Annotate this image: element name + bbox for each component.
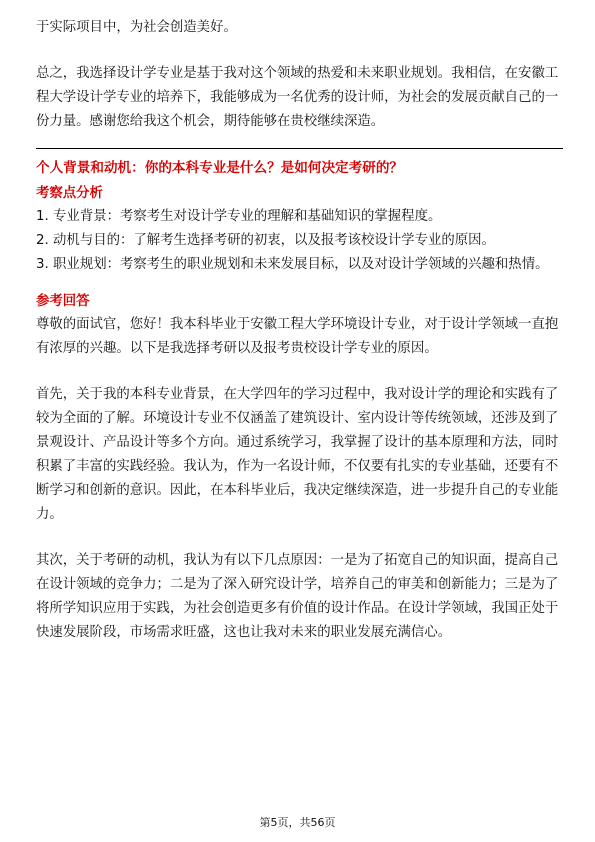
page-number-footer: 第5页，共56页 (259, 816, 336, 829)
conclusion-paragraph: 总之，我选择设计学专业是基于我对这个领域的热爱和未来职业规划。我相信，在安徽工程大学设计学专业的培养下，我能够成为一名优秀的设计师，为社会的发展贡献自己的一份力量。感谢您给我这个机会，期待能够在贵校继续深造。 (36, 66, 559, 129)
section-divider (36, 148, 563, 149)
analysis-point-2: 2. 动机与目的：了解考生选择考研的初衷，以及报考该校设计学专业的原因。 (36, 233, 495, 248)
answer-paragraph-2: 首先，关于我的本科专业背景，在大学四年的学习过程中，我对设计学的理论和实践有了较为全面的了解。环境设计专业不仅涵盖了建筑设计、室内设计等传统领域，还涉及到了景观设计、产品设计等多个方向。通过系统学习，我掌握了设计的基本原理和方法，同时积累了丰富的实践经验。我认为，作为一名设计师，不仅要有扎实的专业基础，还要有不断学习和创新的意识。因此，在本科毕业后，我决定继续深造，进一步提升自己的专业能力。 (36, 387, 559, 522)
analysis-heading: 考察点分析 (36, 186, 103, 201)
analysis-point-1: 1. 专业背景：考察考生对设计学专业的理解和基础知识的掌握程度。 (36, 209, 442, 224)
analysis-point-3: 3. 职业规划：考察考生的职业规划和未来发展目标，以及对设计学领域的兴趣和热情。 (36, 257, 549, 272)
answer-paragraph-3: 其次，关于考研的动机，我认为有以下几点原因：一是为了拓宽自己的知识面，提高自己在设计领域的竞争力；二是为了深入研究设计学，培养自己的审美和创新能力；三是为了将所学知识应用于实践，为社会创造更多有价值的设计作品。在设计学领域，我国正处于快速发展阶段，市场需求旺盛，这也让我对未来的职业发展充满信心。 (36, 553, 559, 640)
paragraph-continuation: 于实际项目中，为社会创造美好。 (36, 20, 237, 35)
answer-paragraph-1: 尊敬的面试官，您好！我本科毕业于安徽工程大学环境设计专业，对于设计学领域一直抱有浓厚的兴趣。以下是我选择考研以及报考贵校设计学专业的原因。 (36, 317, 559, 356)
document-page (36, 16, 563, 645)
answer-heading: 参考回答 (36, 294, 90, 309)
question-title: 个人背景和动机：你的本科专业是什么？是如何决定考研的？ (36, 160, 404, 176)
